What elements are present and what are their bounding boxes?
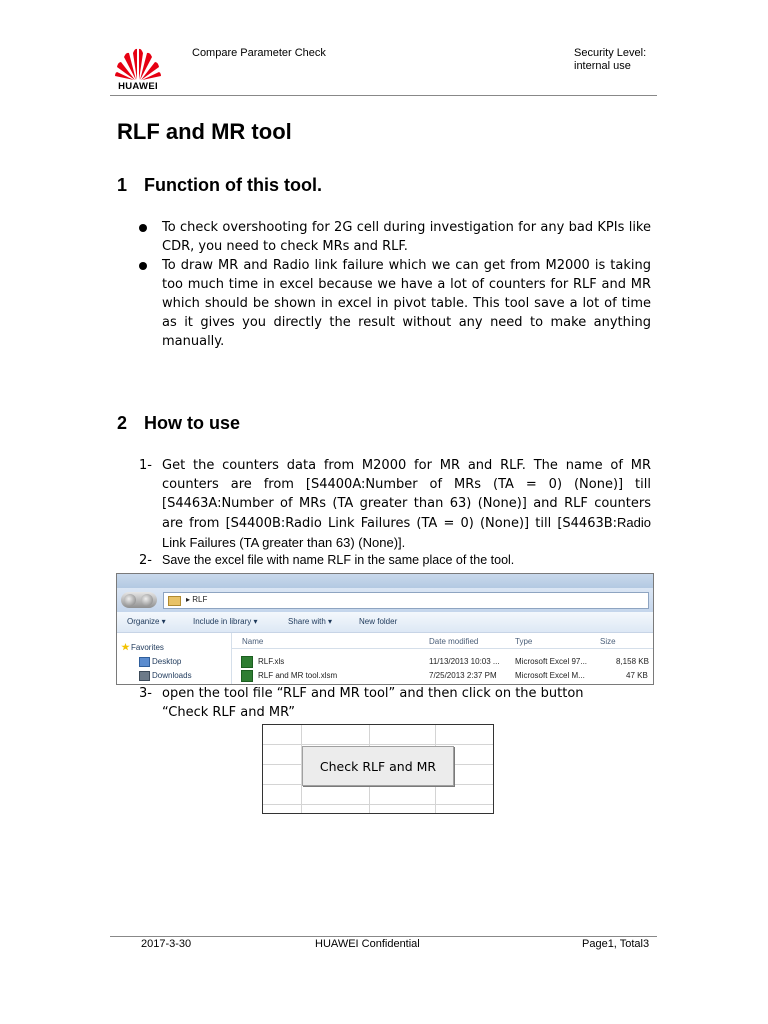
path-crumb: ▸ RLF — [186, 595, 208, 604]
star-icon — [121, 643, 130, 651]
excel-file-icon — [241, 656, 253, 668]
footer-divider — [110, 936, 657, 937]
document-name: Compare Parameter Check — [192, 47, 326, 59]
file-date: 7/25/2013 2:37 PM — [429, 671, 497, 680]
folder-icon — [168, 596, 181, 606]
section-2-number: 2 — [117, 413, 128, 433]
step-3-number: 3- — [139, 686, 152, 701]
column-type[interactable]: Type — [515, 637, 533, 646]
nav-item-desktop[interactable]: Desktop — [152, 657, 182, 666]
file-row[interactable] — [232, 669, 653, 682]
file-size: 47 KB — [626, 671, 648, 680]
explorer-titlebar — [117, 574, 653, 588]
bullet-item-1: To check overshooting for 2G cell during investigation for any bad KPIs like CDR, you need to check MRs and RLF. — [162, 220, 651, 254]
bullet-dot — [139, 224, 147, 232]
footer-date: 2017-3-30 — [141, 938, 192, 950]
file-type: Microsoft Excel 97... — [515, 657, 588, 666]
security-level — [574, 47, 646, 72]
file-date: 11/13/2013 10:03 ... — [429, 657, 500, 666]
column-size[interactable]: Size — [600, 637, 616, 646]
security-level-value: internal use — [574, 59, 631, 72]
downloads-icon — [139, 671, 150, 681]
bullet-dot — [139, 262, 147, 270]
excel-macro-file-icon — [241, 670, 253, 682]
grid-line — [263, 804, 493, 805]
section-1-title: Function of this tool. — [144, 175, 322, 195]
bullet-item-2: To draw MR and Radio link failure which we can get from M2000 is taking too much time in excel because we have a lot of counters for RLF and MR which should be shown in excel in pivot table. This tool save a lot of time as it gives you directly the result without any need to make anything manually. — [162, 258, 651, 349]
organize-menu[interactable]: Organize ▾ — [127, 617, 166, 626]
page-title: RLF and MR tool — [117, 119, 292, 144]
file-name: RLF.xls — [258, 657, 285, 666]
explorer-nav-pane — [117, 633, 232, 684]
step-2-number: 2- — [139, 553, 152, 568]
include-in-library-menu[interactable]: Include in library ▾ — [193, 617, 258, 626]
file-row[interactable] — [232, 655, 653, 668]
forward-icon[interactable] — [141, 594, 153, 606]
explorer-address-bar — [117, 588, 653, 612]
huawei-logo-icon — [113, 47, 163, 81]
excel-sheet-screenshot — [262, 724, 494, 814]
back-forward-buttons[interactable] — [121, 592, 157, 608]
section-1-heading — [117, 175, 322, 196]
step-1-number: 1- — [139, 458, 152, 473]
nav-item-downloads[interactable]: Downloads — [152, 671, 192, 680]
new-folder-button[interactable]: New folder — [359, 617, 398, 626]
security-level-label: Security Level: — [574, 47, 647, 59]
file-list-header — [232, 633, 653, 649]
back-icon[interactable] — [124, 594, 136, 606]
step-1-text-main: Get the counters data from M2000 for MR and RLF. The name of MR counters are from [S4400A:Number of MRs (TA = 0) (None)] till [S4463A:Number of MRs (TA greater than 63) (None)] and RLF counters are from [S4400B:Radio Link Failures (TA = 0) (None)] till [S4463B: — [162, 458, 651, 531]
file-size: 8,158 KB — [616, 657, 649, 666]
column-name[interactable]: Name — [242, 637, 264, 646]
logo-text: HUAWEI — [118, 81, 158, 92]
section-1-number: 1 — [117, 175, 128, 195]
explorer-toolbar — [117, 612, 653, 633]
file-type: Microsoft Excel M... — [515, 671, 585, 680]
address-path[interactable] — [163, 592, 649, 609]
grid-line — [263, 744, 493, 745]
check-rlf-and-mr-button[interactable]: Check RLF and MR — [302, 746, 454, 786]
huawei-logo — [113, 47, 163, 93]
footer-page-number: Page1, Total3 — [582, 938, 650, 950]
footer-confidential: HUAWEI Confidential — [315, 938, 420, 950]
header-divider — [110, 95, 657, 96]
explorer-screenshot — [116, 573, 654, 685]
desktop-icon — [139, 657, 150, 667]
column-date[interactable]: Date modified — [429, 637, 479, 646]
share-with-menu[interactable]: Share with ▾ — [288, 617, 333, 626]
step-1-text-end: Radio Link Failures (TA greater than 63) (None)]. — [162, 515, 651, 550]
step-1-text — [162, 456, 651, 553]
nav-item-favorites[interactable]: Favorites — [131, 643, 164, 652]
file-name: RLF and MR tool.xlsm — [258, 671, 338, 680]
step-2-text: Save the excel file with name RLF in the same place of the tool. — [162, 553, 515, 567]
step-3-text: open the tool file “RLF and MR tool” and then click on the button “Check RLF and MR” — [162, 686, 584, 720]
section-2-title: How to use — [144, 413, 241, 433]
section-2-heading — [117, 413, 240, 434]
